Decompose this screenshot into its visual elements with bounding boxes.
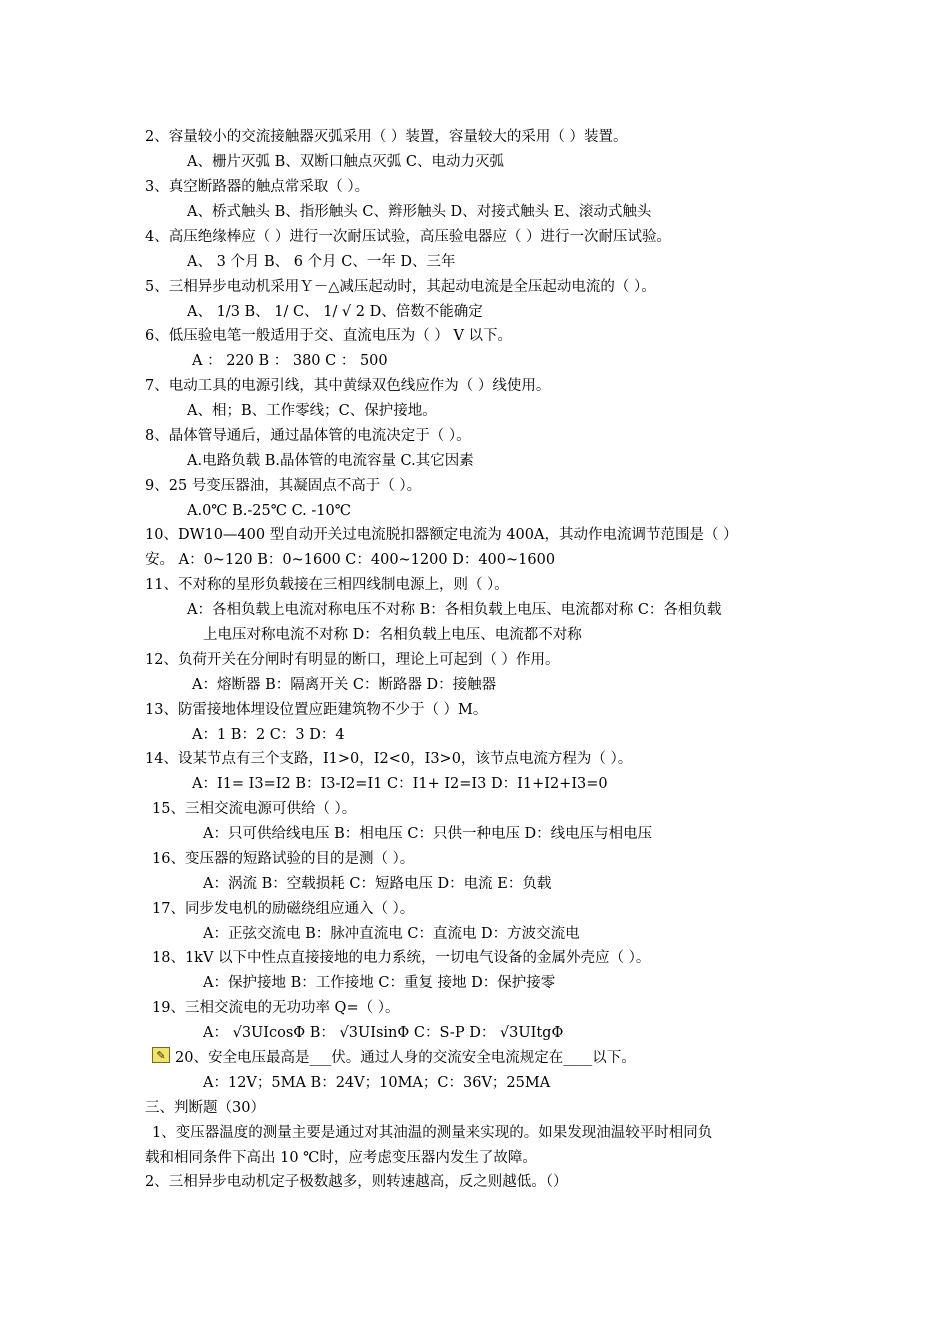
question-15: 15、三相交流电源可供给（ ）。 bbox=[152, 801, 357, 817]
true-false-1: 1、变压器温度的测量主要是通过对其油温的测量来实现的。如果发现油温较平时相同负 bbox=[152, 1125, 713, 1141]
question-13: 13、防雷接地体埋设位置应距建筑物不少于（ ）M。 bbox=[145, 702, 488, 718]
question-8-options: A.电路负载 B.晶体管的电流容量 C.其它因素 bbox=[187, 453, 474, 469]
question-17: 17、同步发电机的励磁绕组应通入（ ）。 bbox=[152, 901, 415, 917]
question-18: 18、1kV 以下中性点直接接地的电力系统，一切电气设备的金属外壳应（ ）。 bbox=[152, 950, 651, 966]
question-4-options: A、 3 个月 B、 6 个月 C、一年 D、三年 bbox=[187, 254, 456, 270]
question-18-options: A：保护接地 B：工作接地 C：重复 接地 D：保护接零 bbox=[203, 975, 556, 991]
question-5-options: A、 1/3 B、 1/ C、 1/ √ 2 D、倍数不能确定 bbox=[187, 304, 483, 320]
question-13-options: A：1 B：2 C：3 D：4 bbox=[192, 727, 345, 743]
question-6: 6、低压验电笔一般适用于交、直流电压为（ ） V 以下。 bbox=[145, 328, 513, 344]
question-3: 3、真空断路器的触点常采取（ ）。 bbox=[145, 179, 370, 195]
true-false-2: 2、三相异步电动机定子极数越多，则转速越高，反之则越低。（） bbox=[145, 1174, 568, 1190]
question-16: 16、变压器的短路试验的目的是测（ ）。 bbox=[152, 851, 415, 867]
question-12: 12、负荷开关在分闸时有明显的断口，理论上可起到（ ）作用。 bbox=[145, 652, 560, 668]
question-7: 7、电动工具的电源引线，其中黄绿双色线应作为（ ）线使用。 bbox=[145, 378, 551, 394]
question-4: 4、高压绝缘棒应（ ）进行一次耐压试验，高压验电器应（ ）进行一次耐压试验。 bbox=[145, 229, 671, 245]
question-10: 10、DW10—400 型自动开关过电流脱扣器额定电流为 400A，其动作电流调节范围是（ ） bbox=[145, 527, 738, 543]
question-16-options: A：涡流 B：空载损耗 C：短路电压 D：电流 E：负载 bbox=[203, 876, 552, 892]
question-9: 9、25 号变压器油，其凝固点不高于（ ）。 bbox=[145, 478, 422, 494]
question-11-options: A：各相负载上电流对称电压不对称 B：各相负载上电压、电流都对称 C：各相负载 bbox=[187, 602, 722, 618]
question-12-options: A：熔断器 B：隔离开关 C：断路器 D：接触器 bbox=[192, 677, 497, 693]
true-false-1-continued: 载和相同条件下高出 10 ℃时，应考虑变压器内发生了故障。 bbox=[145, 1150, 537, 1166]
question-2: 2、容量较小的交流接触器灭弧采用（ ）装置，容量较大的采用（ ）装置。 bbox=[145, 129, 628, 145]
pencil-icon: ✎ bbox=[152, 1047, 170, 1063]
question-19-options: A： √3UIcosΦ B： √3UIsinΦ C：S-P D： √3UItgΦ bbox=[203, 1025, 564, 1041]
question-3-options: A、桥式触头 B、指形触头 C、辫形触头 D、对接式触头 E、滚动式触头 bbox=[187, 204, 652, 220]
section-heading-true-false: 三、判断题（30） bbox=[145, 1100, 265, 1116]
question-20-options: A：12V；5MA B：24V；10MA；C：36V；25MA bbox=[203, 1075, 551, 1091]
question-15-options: A：只可供给线电压 B：相电压 C：只供一种电压 D：线电压与相电压 bbox=[203, 826, 653, 842]
question-6-options: A ： 220 B ： 380 C ： 500 bbox=[192, 353, 388, 369]
question-10-continued: 安。 A：0~120 B：0~1600 C：400~1200 D：400~1600 bbox=[145, 552, 556, 568]
question-14-options: A：I1= I3=I2 B：I3-I2=I1 C：I1+ I2=I3 D：I1+I2+I3=0 bbox=[192, 776, 608, 792]
question-8: 8、晶体管导通后，通过晶体管的电流决定于（ ）。 bbox=[145, 428, 471, 444]
question-17-options: A：正弦交流电 B：脉冲直流电 C：直流电 D：方波交流电 bbox=[203, 926, 580, 942]
question-19: 19、三相交流电的无功功率 Q=（ ）。 bbox=[152, 1000, 400, 1016]
question-7-options: A、相；B、工作零线；C、保护接地。 bbox=[187, 403, 437, 419]
question-9-options: A.0℃ B.-25℃ C. -10℃ bbox=[187, 503, 351, 519]
question-14: 14、设某节点有三个支路，I1>0，I2<0，I3>0，该节点电流方程为（ ）。 bbox=[145, 751, 633, 767]
question-2-options: A、栅片灭弧 B、双断口触点灭弧 C、电动力灭弧 bbox=[187, 154, 504, 170]
question-20: 20、安全电压最高是___伏。通过人身的交流安全电流规定在____以下。 bbox=[175, 1050, 636, 1066]
question-11: 11、不对称的星形负载接在三相四线制电源上，则（ ）。 bbox=[145, 577, 509, 593]
question-5: 5、三相异步电动机采用Ｙ－△减压起动时，其起动电流是全压起动电流的（ ）。 bbox=[145, 279, 656, 295]
question-11-options-continued: 上电压对称电流不对称 D：名相负载上电压、电流都不对称 bbox=[203, 627, 582, 643]
